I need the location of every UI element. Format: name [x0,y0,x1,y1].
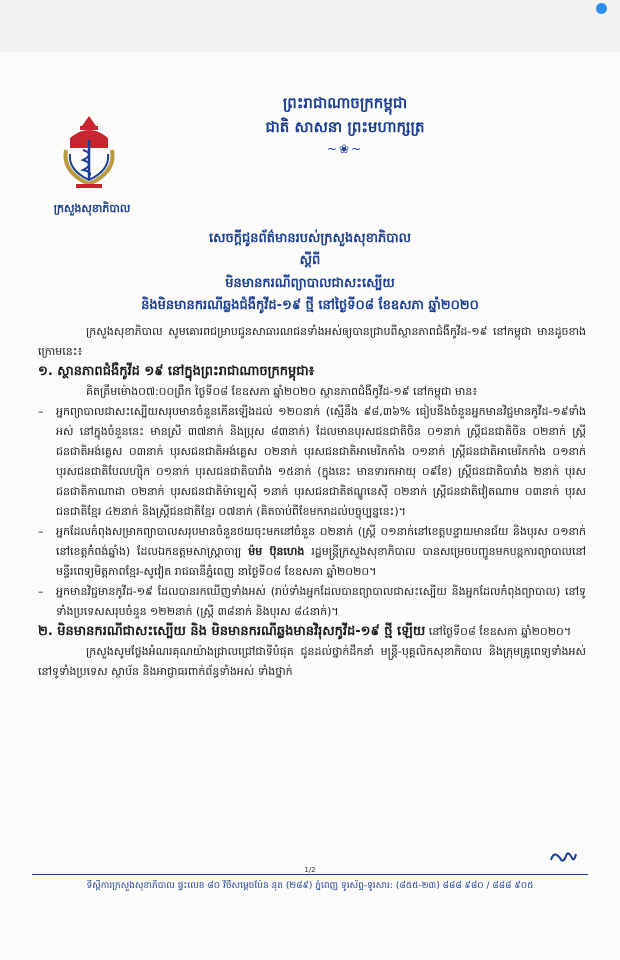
section-2-tail: នៅថ្ងៃទី០៨ ខែឧសភា ឆ្នាំ២០២០។ [425,625,572,638]
ministry-name: ក្រសួងសុខាភិបាល [53,202,131,215]
section-2-heading: ២. មិនមានករណីជាសះស្បើយ និង មិនមានករណីឆ្លងមានវិរុសកូវីដ-១៩ ថ្មី ឡើយ [38,624,426,639]
closing-paragraph: ក្រសួងសូមថ្លែងអំណរគុណយ៉ាងជ្រាលជ្រៅជាទីបំផុត ជូនដល់ថ្នាក់ដឹកនាំ មន្ត្រី-បុគ្គលិកសុខាភិបាល និងក្រុមគ្រូពេទ្យទាំងអស់នៅទូទាំងប្រទេស ស្ថាប័ន និងអាជ្ញាធរពាក់ព័ន្ធទាំងអស់ ទាំងថ្នាក់ [38,645,586,678]
bullet-under-treatment [38,522,586,582]
footer-address: ទីស្តីការក្រសួងសុខាភិបាល ផ្ទះលេខ ៨០ វិថីសម្តេចប៉ែន នុត (២៨៩) ភ្នំពេញ ទូរស័ព្ទ-ទូរសារ: (៨៥៥-២៣) ៨៨៨ ៩៨០ / ៨៨៨ ៩០៥ [86,881,534,891]
title-line-3: មិនមានករណីព្យាបាលជាសះស្បើយ [225,276,395,291]
bullet-recovered [38,402,586,522]
top-strip [0,0,620,52]
ministry-logo-icon [56,110,122,192]
national-motto: ជាតិ សាសនា ព្រះមហាក្សត្រ [265,118,425,136]
title-line-4: និងមិនមានករណីឆ្លងជំងឺកូវីដ-១៩ ថ្មី នៅថ្ងៃទី០៨ ខែឧសភា ឆ្នាំ២០២០ [141,298,479,313]
notification-dot-icon [596,3,607,14]
bullet-mark: – [38,405,44,418]
section-1-lead: គិតត្រឹមម៉ោង០៧:០០ព្រឹក ថ្ងៃទី០៨ ខែឧសភា ឆ្នាំ២០២០ ស្ថានភាពជំងឺកូវីដ-១៩ នៅកម្ពុជា មាន៖ [86,385,478,398]
bullet-under-treatment-text-b: រដ្ឋមន្ត្រីក្រសួងសុខាភិបាល បានសម្រេចបញ្ជូនមកបន្តការព្យាបាលនៅមន្ទីរពេទ្យមិត្តភាពខ្មែរ-សូវៀត រាជធានីភ្នំពេញ នាថ្ងៃទី០៨ ខែឧសភា ឆ្នាំ២០២០។ [56,545,586,578]
minister-name: ម៉ម ប៊ុនហេង [248,545,305,558]
footer-divider [32,874,588,875]
document-body [38,322,586,682]
bullet-total-cases-text: អ្នកមានវិជ្ជមានកូវីដ-១៩ ដែលបានរកឃើញទាំងអស់ (រាប់ទាំងអ្នកដែលបានព្យាបាលជាសះស្បើយ និងអ្នកដែលកំពុងព្យាបាល) នៅទូទាំងប្រទេសសរុបចំនួន ១២២នាក់ (ស្រ្តី ៣៨នាក់ និងបុរស ៨៤នាក់)។ [56,585,586,618]
title-line-2: ស្តីពី [299,253,321,268]
section-2-paragraph [38,622,586,642]
bullet-under-treatment-text-a: អ្នកដែលកំពុងសម្រាកព្យាបាលសរុបមានចំនួនថយចុះមកនៅចំនួន ០២នាក់ (ស្រ្តី ០១នាក់នៅខេត្តបន្ទាយមានជ័យ និងបុរស ០១នាក់នៅខេត្តកំពង់ឆ្នាំង) ដែលឯកឧត្តមសាស្ត្រាចារ្យ [56,525,586,558]
bullet-recovered-text: អ្នកព្យាបាលជាសះស្បើយសរុបមានចំនួនកើនឡើងដល់ ១២០នាក់ (ស្មើនឹង ៩៨,៣៦% ធៀបនឹងចំនួនអ្នកមានវិជ្ជមានកូវីដ-១៩ទាំងអស់ នៅក្នុងចំនួននេះ មានស្រី ៣៧នាក់ និងប្រុស ៨៣នាក់) ដែលមានបុរសជនជាតិចិន ០១នាក់ ស្រ្តីជនជាតិចិន ០២នាក់ ស្រ្តីជនជាតិអង់គ្លេស ០៣នាក់ បុរសជនជាតិអង់គ្លេស ០២នាក់ បុរសជនជាតិអាមេរិកកាំង ០១នាក់ ស្រ្តីជនជាតិអាមេរិកកាំង ០១នាក់ បុរសជនជាតិបែលហ្ស៊ិក ០១នាក់ បុរសជនជាតិបារាំង ១៥នាក់ (ក្នុងនេះ មានទារកអាយុ ០៩ខែ) ស្រ្តីជនជាតិបារាំង ២នាក់ បុរសជនជាតិកាណាដា ០២នាក់ បុរសជនជាតិម៉ាឡេស៊ី ១នាក់ បុរសជនជាតិឥណ្ឌូនេស៊ី ០២នាក់ ស្រ្តីជនជាតិវៀតណាម ០៣នាក់ បុរសជនជាតិខ្មែរ ៤២នាក់ និងស្រ្តីជនជាតិខ្មែរ ០៧នាក់ (គិតចាប់ពីខែមករាដល់បច្ចុប្បន្ននេះ)។ [56,405,586,518]
signature-initial-icon [548,846,578,868]
intro-paragraph: ក្រសួងសុខាភិបាល សូមគោរពជម្រាបជូនសាធារណជនទាំងអស់ឲ្យបានជ្រាបពីស្ថានភាពជំងឺកូវីដ-១៩ នៅកម្ពុជា មានដូចខាងក្រោមនេះ៖ [38,325,586,358]
bullet-total-cases [38,582,586,622]
header-ornament: ~❀~ [326,142,364,156]
title-line-1: សេចក្តីជូនព័ត៌មានរបស់ក្រសួងសុខាភិបាល [209,231,411,246]
bullet-mark: – [38,525,44,538]
bullet-mark: – [38,585,44,598]
kingdom-heading: ព្រះរាជាណាចក្រកម្ពុជា [282,94,408,112]
section-1-heading: ១. ស្ថានភាពជំងឺកូវីដ ១៩ នៅក្នុងព្រះរាជាណាចក្រកម្ពុជា៖ [38,364,315,379]
page-number: 1/2 [280,866,340,874]
